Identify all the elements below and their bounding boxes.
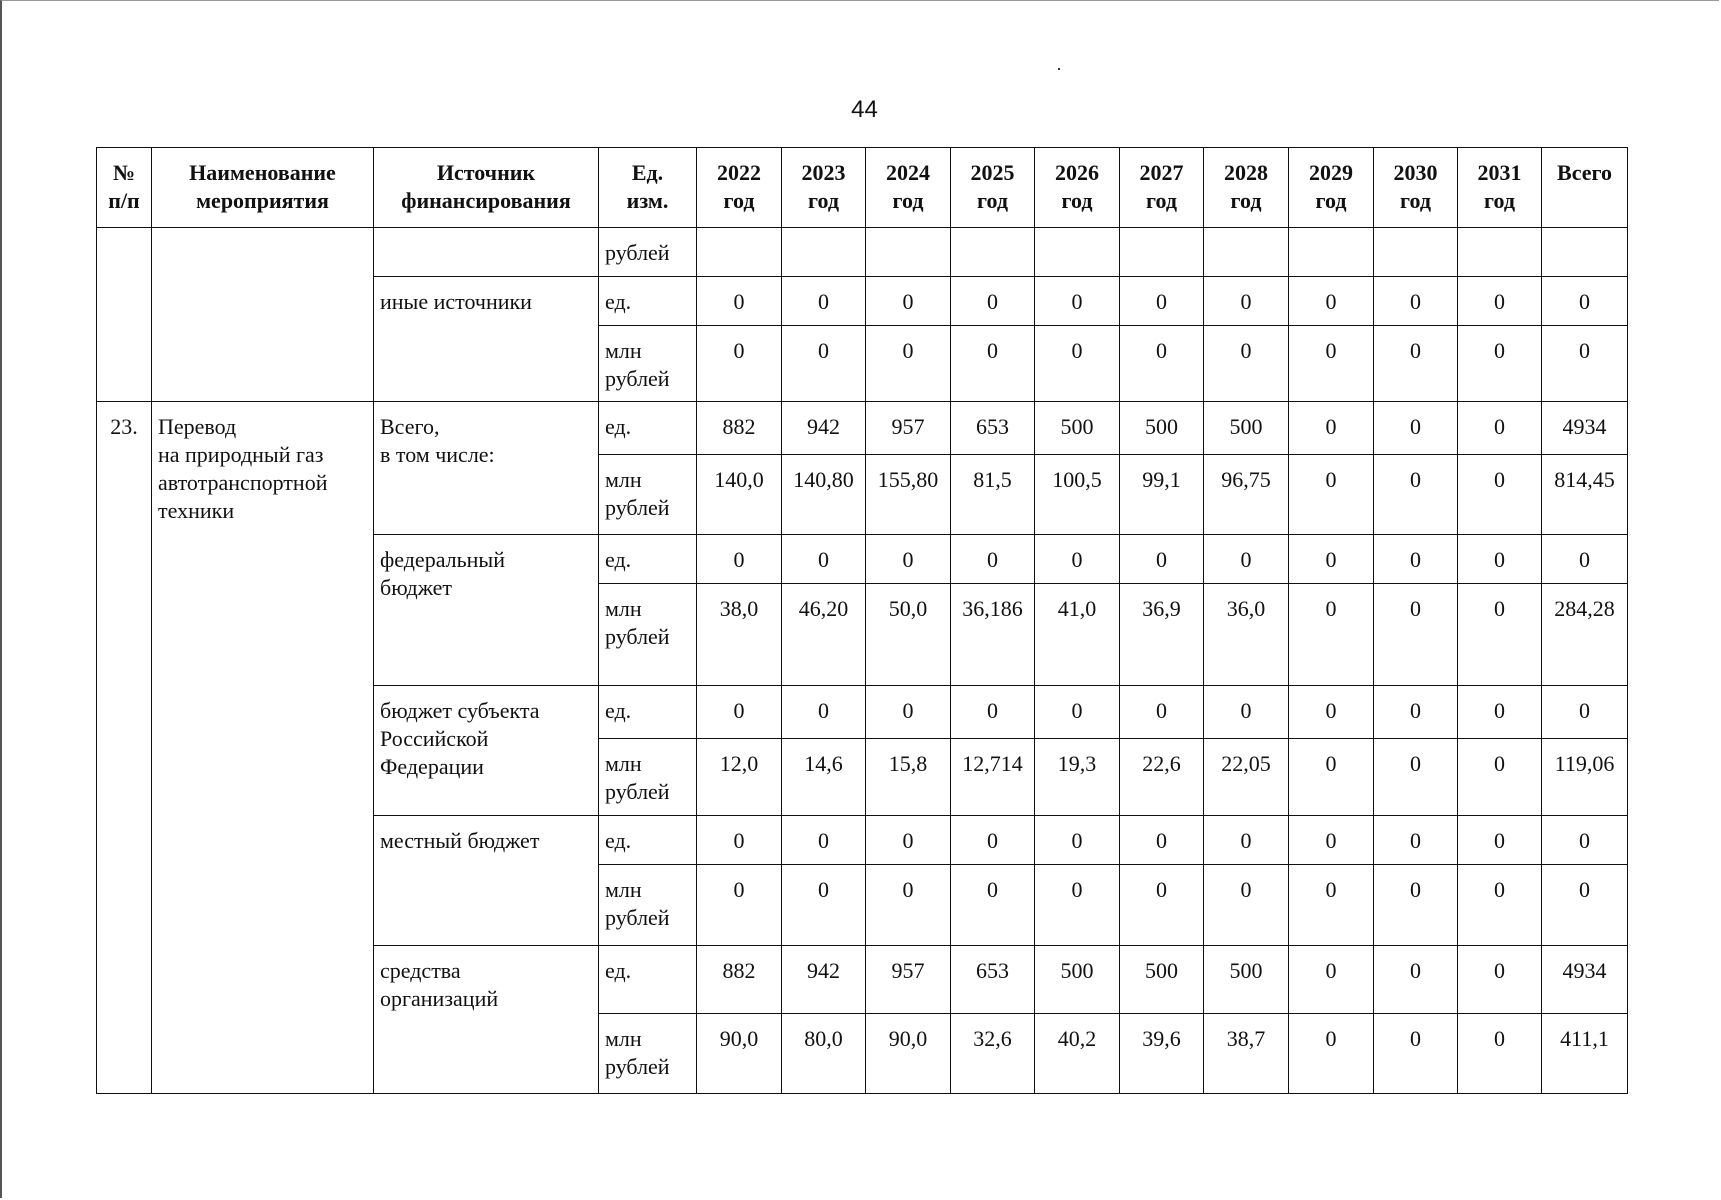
cell-value: 500 — [1035, 946, 1120, 1014]
financing-table — [96, 147, 1628, 1094]
cell-value: 0 — [1120, 277, 1204, 326]
cell-name: Перевод на природный газ автотранспортной техники — [152, 402, 374, 1094]
cell-value: 0 — [697, 277, 782, 326]
cell-value: 0 — [951, 865, 1035, 946]
cell-unit: млн рублей — [599, 1014, 697, 1094]
cell-value: 0 — [866, 686, 951, 739]
header-unit: Ед. изм. — [599, 148, 697, 228]
cell-value: 12,0 — [697, 739, 782, 816]
cell-number: 23. — [97, 402, 152, 1094]
cell-value: 653 — [951, 402, 1035, 455]
cell-value: 653 — [951, 946, 1035, 1014]
cell-unit: млн рублей — [599, 326, 697, 402]
cell-value: 0 — [1458, 1014, 1542, 1094]
cell-value: 0 — [1204, 816, 1289, 865]
cell-unit: ед. — [599, 816, 697, 865]
header-no: № п/п — [97, 148, 152, 228]
cell-value: 0 — [782, 535, 866, 584]
cell-value: 100,5 — [1035, 455, 1120, 535]
cell-value: 0 — [1458, 816, 1542, 865]
cell-value: 284,28 — [1542, 584, 1628, 686]
cell-value: 14,6 — [782, 739, 866, 816]
header-year: 2024 год — [866, 148, 951, 228]
cell-value: 0 — [1289, 865, 1374, 946]
cell-value: 0 — [951, 277, 1035, 326]
cell-value: 0 — [1542, 326, 1628, 402]
cell-unit: млн рублей — [599, 865, 697, 946]
cell-value: 0 — [866, 535, 951, 584]
cell-value: 0 — [1289, 277, 1374, 326]
cell-value: 0 — [1458, 277, 1542, 326]
header-year: 2028 год — [1204, 148, 1289, 228]
cell-value: 0 — [1542, 277, 1628, 326]
cell-value: 0 — [1204, 686, 1289, 739]
cell-value: 0 — [1120, 816, 1204, 865]
header-year: 2031 год — [1458, 148, 1542, 228]
cell-source: федеральный бюджет — [374, 535, 599, 686]
cell-value: 0 — [951, 686, 1035, 739]
cell-value: 0 — [1289, 1014, 1374, 1094]
cell-value: 0 — [1374, 326, 1458, 402]
cell-value — [866, 228, 951, 277]
cell-value: 814,45 — [1542, 455, 1628, 535]
cell-value: 0 — [866, 326, 951, 402]
cell-value: 0 — [1458, 584, 1542, 686]
header-source: Источник финансирования — [374, 148, 599, 228]
cell-value: 0 — [1542, 816, 1628, 865]
cell-value — [951, 228, 1035, 277]
header-year: 2026 год — [1035, 148, 1120, 228]
cell-value: 0 — [951, 535, 1035, 584]
cell-value: 0 — [697, 326, 782, 402]
header-row — [97, 148, 1628, 228]
header-year: 2022 год — [697, 148, 782, 228]
cell-value: 0 — [1035, 326, 1120, 402]
cell-value: 0 — [1458, 535, 1542, 584]
cell-value: 0 — [1458, 455, 1542, 535]
cell-value: 0 — [1542, 535, 1628, 584]
cell-value: 0 — [1374, 739, 1458, 816]
cell-value: 140,0 — [697, 455, 782, 535]
cell-value: 0 — [1374, 946, 1458, 1014]
cell-value: 0 — [1289, 584, 1374, 686]
cell-value: 80,0 — [782, 1014, 866, 1094]
cell-value: 0 — [1458, 865, 1542, 946]
cell-value: 0 — [1374, 535, 1458, 584]
cell-value: 0 — [1374, 277, 1458, 326]
cell-value: 0 — [1204, 865, 1289, 946]
cell-value: 0 — [1289, 455, 1374, 535]
cell-value: 50,0 — [866, 584, 951, 686]
header-name: Наименование мероприятия — [152, 148, 374, 228]
header-year: 2023 год — [782, 148, 866, 228]
cell-value: 22,6 — [1120, 739, 1204, 816]
cell-value — [1289, 228, 1374, 277]
cell-value: 0 — [697, 816, 782, 865]
cell-unit: ед. — [599, 946, 697, 1014]
cell-value: 0 — [951, 326, 1035, 402]
cell-value: 0 — [1289, 535, 1374, 584]
cell-value: 0 — [1035, 277, 1120, 326]
cell-value: 36,186 — [951, 584, 1035, 686]
cell-value: 500 — [1204, 402, 1289, 455]
header-year: 2029 год — [1289, 148, 1374, 228]
cell-value: 12,714 — [951, 739, 1035, 816]
cell-value: 0 — [697, 865, 782, 946]
cell-value: 36,9 — [1120, 584, 1204, 686]
cell-value: 0 — [782, 865, 866, 946]
cell-value: 36,0 — [1204, 584, 1289, 686]
cell-value: 500 — [1120, 402, 1204, 455]
cell-value: 90,0 — [866, 1014, 951, 1094]
cell-value: 0 — [1542, 686, 1628, 739]
cell-value: 942 — [782, 402, 866, 455]
cell-value: 0 — [1289, 686, 1374, 739]
cell-source — [374, 228, 599, 277]
cell-value: 0 — [1458, 686, 1542, 739]
cell-name — [152, 228, 374, 402]
cell-value: 882 — [697, 946, 782, 1014]
cell-value: 0 — [1120, 686, 1204, 739]
cell-value — [1374, 228, 1458, 277]
cell-source: средства организаций — [374, 946, 599, 1094]
cell-value: 96,75 — [1204, 455, 1289, 535]
cell-unit: ед. — [599, 277, 697, 326]
cell-value — [1204, 228, 1289, 277]
cell-value: 0 — [1374, 816, 1458, 865]
cell-value: 19,3 — [1035, 739, 1120, 816]
cell-value: 0 — [1035, 816, 1120, 865]
cell-unit: ед. — [599, 402, 697, 455]
page-number-text: 44 — [851, 96, 878, 123]
cell-value: 0 — [782, 277, 866, 326]
cell-value: 0 — [1204, 326, 1289, 402]
cell-value: 0 — [697, 535, 782, 584]
cell-unit: ед. — [599, 535, 697, 584]
cell-value: 0 — [1542, 865, 1628, 946]
cell-value: 0 — [1458, 739, 1542, 816]
cell-number — [97, 228, 152, 402]
cell-value: 0 — [1374, 402, 1458, 455]
cell-value: 90,0 — [697, 1014, 782, 1094]
cell-value: 0 — [866, 816, 951, 865]
cell-value: 500 — [1035, 402, 1120, 455]
cell-value: 32,6 — [951, 1014, 1035, 1094]
cell-value: 0 — [1035, 535, 1120, 584]
cell-value: 81,5 — [951, 455, 1035, 535]
cell-source: иные источники — [374, 277, 599, 402]
cell-value: 0 — [1458, 946, 1542, 1014]
cell-value: 4934 — [1542, 402, 1628, 455]
cell-value: 0 — [1120, 865, 1204, 946]
cell-value: 22,05 — [1204, 739, 1289, 816]
cell-value: 0 — [782, 326, 866, 402]
cell-value: 0 — [1289, 946, 1374, 1014]
cell-value: 957 — [866, 946, 951, 1014]
cell-value: 0 — [782, 816, 866, 865]
cell-value: 0 — [697, 686, 782, 739]
cell-value: 0 — [1374, 865, 1458, 946]
cell-value: 0 — [1035, 865, 1120, 946]
cell-value: 0 — [1204, 535, 1289, 584]
cell-value: 0 — [1289, 816, 1374, 865]
cell-unit: ед. — [599, 686, 697, 739]
cell-unit: млн рублей — [599, 584, 697, 686]
cell-value: 0 — [951, 816, 1035, 865]
cell-value: 882 — [697, 402, 782, 455]
cell-value: 38,0 — [697, 584, 782, 686]
cell-value: 0 — [1374, 1014, 1458, 1094]
cell-value: 0 — [1289, 739, 1374, 816]
cell-value: 411,1 — [1542, 1014, 1628, 1094]
cell-source: местный бюджет — [374, 816, 599, 946]
cell-value: 46,20 — [782, 584, 866, 686]
cell-value: 155,80 — [866, 455, 951, 535]
cell-value: 140,80 — [782, 455, 866, 535]
cell-value — [1458, 228, 1542, 277]
cell-unit: млн рублей — [599, 455, 697, 535]
cell-value: 0 — [1120, 535, 1204, 584]
table-row — [97, 402, 1628, 455]
cell-value: 39,6 — [1120, 1014, 1204, 1094]
cell-value: 500 — [1120, 946, 1204, 1014]
cell-value: 0 — [1458, 402, 1542, 455]
cell-value — [697, 228, 782, 277]
scan-speck — [1058, 68, 1060, 70]
cell-source: Всего, в том числе: — [374, 402, 599, 535]
cell-value: 0 — [866, 865, 951, 946]
cell-value: 119,06 — [1542, 739, 1628, 816]
header-year: 2025 год — [951, 148, 1035, 228]
cell-value: 15,8 — [866, 739, 951, 816]
header-year: 2027 год — [1120, 148, 1204, 228]
cell-value: 4934 — [1542, 946, 1628, 1014]
cell-value — [782, 228, 866, 277]
cell-value: 38,7 — [1204, 1014, 1289, 1094]
cell-value — [1035, 228, 1120, 277]
table-row-carryover-tail — [97, 228, 1628, 277]
cell-value: 99,1 — [1120, 455, 1204, 535]
cell-unit: млн рублей — [599, 739, 697, 816]
cell-value: 0 — [1204, 277, 1289, 326]
cell-source: бюджет субъекта Российской Федерации — [374, 686, 599, 816]
cell-value: 957 — [866, 402, 951, 455]
cell-value: 0 — [1120, 326, 1204, 402]
cell-value: 0 — [782, 686, 866, 739]
cell-value: 41,0 — [1035, 584, 1120, 686]
cell-value: 0 — [866, 277, 951, 326]
cell-value: 942 — [782, 946, 866, 1014]
cell-value: 0 — [1458, 326, 1542, 402]
header-year: 2030 год — [1374, 148, 1458, 228]
cell-value: 0 — [1289, 326, 1374, 402]
cell-value: 0 — [1374, 584, 1458, 686]
cell-value — [1542, 228, 1628, 277]
cell-value: 500 — [1204, 946, 1289, 1014]
cell-value — [1120, 228, 1204, 277]
cell-value: 0 — [1035, 686, 1120, 739]
cell-value: 0 — [1374, 686, 1458, 739]
page-number — [0, 96, 1721, 124]
header-total: Всего — [1542, 148, 1628, 228]
cell-unit: рублей — [599, 228, 697, 277]
cell-value: 0 — [1374, 455, 1458, 535]
cell-value: 0 — [1289, 402, 1374, 455]
cell-value: 40,2 — [1035, 1014, 1120, 1094]
